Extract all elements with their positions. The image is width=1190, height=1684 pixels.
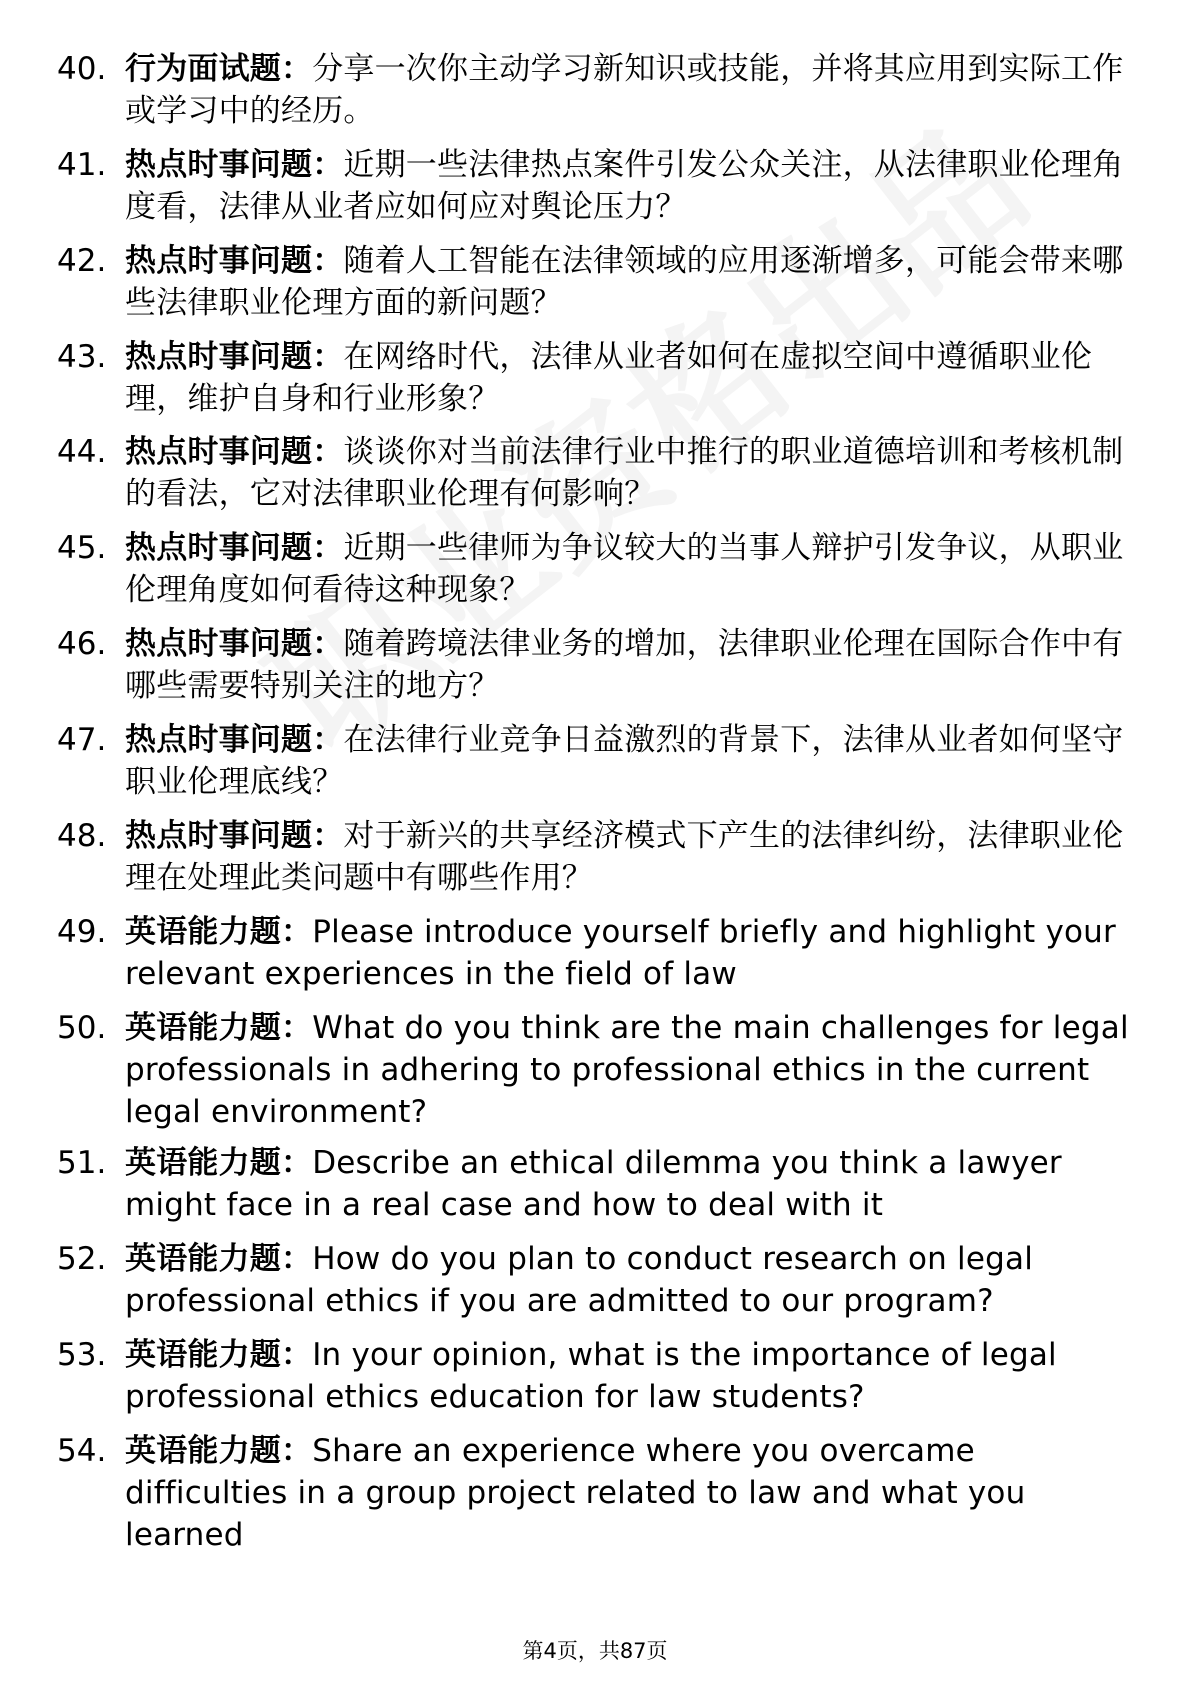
page-footer: 第4页，共87页	[522, 1639, 668, 1663]
question-text: 在网络时代，法律从业者如何在虚拟空间中遵循职业伦理，维护自身和行业形象？	[125, 339, 1093, 417]
question-number: 47.	[57, 722, 107, 758]
question-text: 分享一次你主动学习新知识或技能，并将其应用到实际工作或学习中的经历。	[125, 51, 1124, 129]
question-number: 40.	[57, 51, 107, 87]
question-text: In your opinion, what is the importance of legal professional ethics education for law students?	[125, 1337, 1057, 1415]
question-number: 41.	[57, 147, 107, 183]
question-category: 英语能力题：	[125, 1241, 313, 1277]
question-body	[125, 48, 1130, 132]
question-category: 英语能力题：	[125, 914, 313, 950]
question-text: 随着人工智能在法律领域的应用逐渐增多，可能会带来哪些法律职业伦理方面的新问题？	[125, 243, 1124, 321]
question-body	[125, 144, 1130, 228]
question-text: Describe an ethical dilemma you think a lawyer might face in a real case and how to deal with it	[125, 1145, 1062, 1223]
question-body	[125, 1334, 1130, 1418]
question-category: 英语能力题：	[125, 1433, 313, 1469]
question-text: 近期一些法律热点案件引发公众关注，从法律职业伦理角度看，法律从业者应如何应对舆论压力？	[125, 147, 1124, 225]
question-body	[125, 240, 1130, 324]
question-body	[125, 719, 1130, 803]
question-body	[125, 1430, 1130, 1556]
question-text: Share an experience where you overcame difficulties in a group project related to law and what you learned	[125, 1433, 1026, 1553]
question-number: 46.	[57, 626, 107, 662]
question-number: 52.	[57, 1241, 107, 1277]
question-category: 行为面试题：	[125, 51, 313, 87]
question-body	[125, 527, 1130, 611]
question-number: 43.	[57, 339, 107, 375]
question-body	[125, 336, 1130, 420]
question-number: 51.	[57, 1145, 107, 1181]
question-body	[125, 911, 1130, 995]
question-category: 热点时事问题：	[125, 434, 344, 470]
question-body	[125, 1142, 1130, 1226]
question-body	[125, 1238, 1130, 1322]
question-text: 随着跨境法律业务的增加，法律职业伦理在国际合作中有哪些需要特别关注的地方？	[125, 626, 1124, 704]
question-category: 热点时事问题：	[125, 243, 344, 279]
question-number: 45.	[57, 530, 107, 566]
question-text: What do you think are the main challenges for legal professionals in adhering to professional ethics in the current legal environment?	[125, 1010, 1129, 1130]
question-number: 54.	[57, 1433, 107, 1469]
question-text: How do you plan to conduct research on legal professional ethics if you are admitted to our program?	[125, 1241, 1034, 1319]
question-body	[125, 431, 1130, 515]
question-text: 对于新兴的共享经济模式下产生的法律纠纷，法律职业伦理在处理此类问题中有哪些作用？	[125, 818, 1124, 896]
question-category: 热点时事问题：	[125, 530, 344, 566]
question-category: 热点时事问题：	[125, 722, 344, 758]
question-number: 44.	[57, 434, 107, 470]
question-category: 英语能力题：	[125, 1010, 313, 1046]
question-number: 53.	[57, 1337, 107, 1373]
question-text: Please introduce yourself briefly and highlight your relevant experiences in the field of law	[125, 914, 1116, 992]
question-body	[125, 815, 1130, 899]
question-category: 热点时事问题：	[125, 147, 344, 183]
question-category: 热点时事问题：	[125, 339, 344, 375]
question-number: 48.	[57, 818, 107, 854]
question-number: 42.	[57, 243, 107, 279]
question-category: 英语能力题：	[125, 1145, 313, 1181]
question-category: 热点时事问题：	[125, 626, 344, 662]
question-category: 热点时事问题：	[125, 818, 344, 854]
question-number: 50.	[57, 1010, 107, 1046]
question-text: 谈谈你对当前法律行业中推行的职业道德培训和考核机制的看法，它对法律职业伦理有何影响？	[125, 434, 1124, 512]
question-text: 近期一些律师为争议较大的当事人辩护引发争议，从职业伦理角度如何看待这种现象？	[125, 530, 1124, 608]
question-body	[125, 1007, 1130, 1133]
question-number: 49.	[57, 914, 107, 950]
question-text: 在法律行业竞争日益激烈的背景下，法律从业者如何坚守职业伦理底线？	[125, 722, 1124, 800]
question-category: 英语能力题：	[125, 1337, 313, 1373]
question-body	[125, 623, 1130, 707]
